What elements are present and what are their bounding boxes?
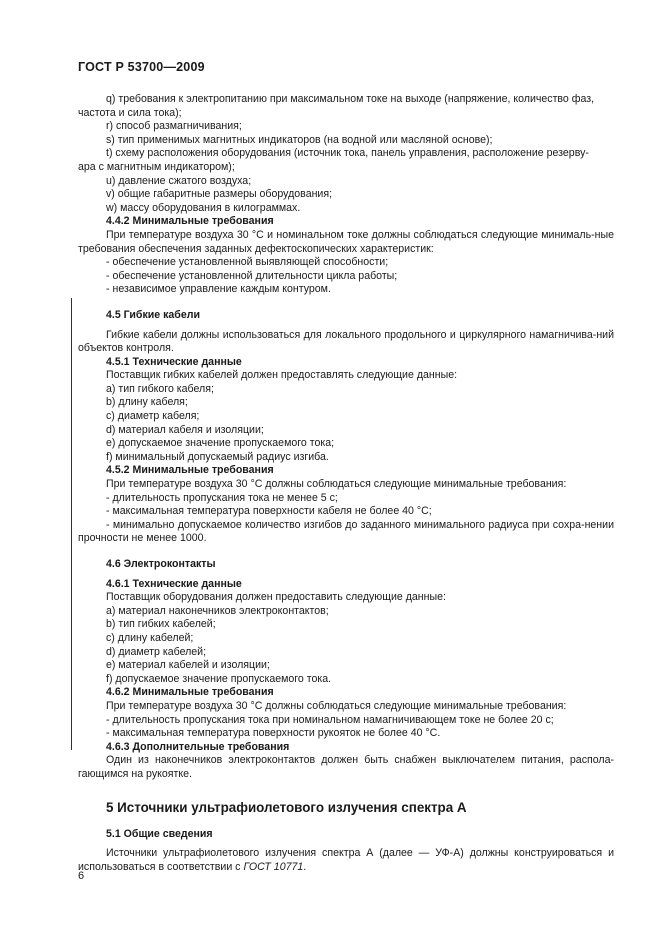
list-item: c) диаметр кабеля; [106,410,200,423]
section-heading-4-5: 4.5 Гибкие кабели [106,308,200,321]
list-item: c) длину кабелей; [106,631,194,644]
list-item: a) тип гибкого кабеля; [106,382,214,395]
paragraph-4-6-1-intro: Поставщик оборудования должен предоставить следующие данные: [106,591,446,604]
paragraph-4-6-2-intro: При температуре воздуха 30 °С должны соблюдаться следующие минимальные требования: [106,699,567,712]
list-item: f) допускаемое значение пропускаемого тока. [106,672,332,685]
list-item: b) длину кабеля; [106,396,188,409]
list-item-u: u) давление сжатого воздуха; [106,174,252,187]
section-heading-4-5-1: 4.5.1 Технические данные [106,355,242,368]
list-item: e) материал кабелей и изоляции; [106,659,270,672]
revision-bar [71,298,72,750]
list-item: - обеспечение установленной выявляющей способности; [106,256,389,269]
list-item-q: q) требования к электропитанию при максимальном токе на выходе (напряжение, количество фаз, [106,93,595,105]
paragraph-4-4-2-intro: При температуре воздуха 30 °С и номинальном токе должны соблюдаться следующие минималь-ные требования обеспечения заданных дефектоскопических характеристик: [78,228,614,255]
list-item: - минимально допускаемое количество изгибов до заданного минимального радиуса при сохра-нении прочности не менее 1000. [78,518,614,545]
list-item: a) материал наконечников электроконтактов; [106,604,329,617]
list-item: - обеспечение установленной длительности цикла работы; [106,269,398,282]
list-item: d) диаметр кабелей; [106,645,207,658]
section-heading-4-6-2: 4.6.2 Минимальные требования [106,686,274,699]
standard-reference: ГОСТ 10771 [243,860,304,873]
list-item: - длительность пропускания тока при номинальном намагничивающем токе не более 20 с; [106,713,554,726]
section-heading-4-6-1: 4.6.1 Технические данные [106,577,242,590]
page-number: 6 [78,870,85,882]
list-item: b) тип гибких кабелей; [106,618,216,631]
section-heading-5: 5 Источники ультрафиолетового излучения спектра А [106,799,467,815]
list-item: - длительность пропускания тока не менее 5 с; [106,491,338,504]
list-item: e) допускаемое значение пропускаемого тока; [106,437,335,450]
list-item-w: w) массу оборудования в килограммах. [106,201,301,214]
paragraph-4-5-2-intro: При температуре воздуха 30 °С должны соблюдаться следующие минимальные требования: [106,478,567,491]
list-item-v: v) общие габаритные размеры оборудования; [106,188,333,201]
list-item-r: r) способ размагничивания; [106,120,242,133]
paragraph-4-5-intro: Гибкие кабели должны использоваться для локального продольного и циркулярного намагничива-ний объектов контроля. [78,328,614,355]
section-heading-4-6-3: 4.6.3 Дополнительные требования [106,740,290,753]
paragraph-4-6-3: Один из наконечников электроконтактов должен быть снабжен выключателем питания, распола-гающимся на рукоятке. [78,754,614,780]
list-item: - независимое управление каждым контуром. [106,283,331,296]
list-item: - максимальная температура поверхности рукояток не более 40 °С. [106,727,441,740]
list-item-t: t) схему расположения оборудования (источник тока, панель управления, расположение резерву- [106,147,589,160]
section-heading-5-1: 5.1 Общие сведения [106,827,213,840]
section-heading-4-4-2: 4.4.2 Минимальные требования [106,215,274,228]
document-header: ГОСТ Р 53700—2009 [78,60,205,74]
paragraph-5-1: Источники ультрафиолетового излучения спектра А (далее — УФ-А) должны конструироваться и использоваться в соответствии с ГОСТ 10771. [78,847,614,873]
list-item: - максимальная температура поверхности кабеля не более 40 °С; [106,505,432,518]
paragraph-4-5-1-intro: Поставщик гибких кабелей должен предоставлять следующие данные: [106,369,458,382]
list-item-t-cont: ара с магнитным индикатором); [78,160,235,173]
list-item: d) материал кабеля и изоляции; [106,423,264,436]
list-item: f) минимальный допускаемый радиус изгиба. [106,450,329,463]
page-content [78,93,614,874]
section-heading-4-5-2: 4.5.2 Минимальные требования [106,464,274,477]
list-item-s: s) тип применимых магнитных индикаторов (на водной или масляной основе); [106,133,493,146]
section-heading-4-6: 4.6 Электроконтакты [106,558,216,570]
list-item-q-cont: частота и сила тока); [78,106,182,119]
